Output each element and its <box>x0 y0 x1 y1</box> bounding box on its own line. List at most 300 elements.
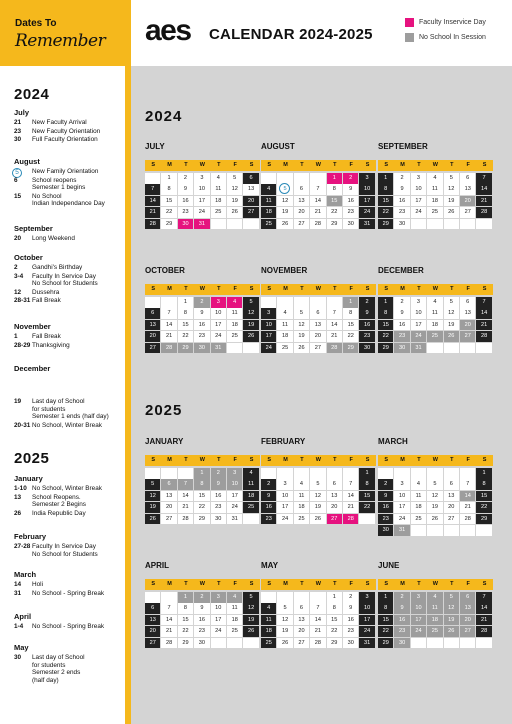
legend-swatch-gray <box>405 33 414 42</box>
day-cell: 13 <box>145 615 160 626</box>
day-cell: 17 <box>359 196 374 207</box>
day-cell: 14 <box>327 320 342 331</box>
empty-day-cell <box>427 219 442 230</box>
day-cell: 6 <box>310 308 325 319</box>
day-cell: 6 <box>444 479 459 490</box>
weekday-label: T <box>450 457 454 463</box>
day-cell: 1 <box>378 173 393 184</box>
day-cell: 23 <box>394 626 409 637</box>
day-cell: 20 <box>460 196 475 207</box>
day-cell: 27 <box>243 207 258 218</box>
event-text: No School Indian Independance Day <box>32 192 105 207</box>
event-text: New Faculty Arrival <box>32 119 87 126</box>
empty-day-cell <box>460 525 475 536</box>
day-cell: 2 <box>343 592 358 603</box>
day-cell: 29 <box>378 638 393 649</box>
day-cell: 9 <box>378 491 393 502</box>
event-date: 6 <box>14 176 18 184</box>
month-name: DECEMBER <box>378 266 424 275</box>
day-cell: 9 <box>359 308 374 319</box>
empty-day-cell <box>427 525 442 536</box>
day-cell: 24 <box>211 626 226 637</box>
day-cell: 13 <box>243 184 258 195</box>
day-cell: 27 <box>444 514 459 525</box>
weekday-label: F <box>349 162 353 168</box>
day-cell: 3 <box>411 592 426 603</box>
day-cell: 16 <box>343 615 358 626</box>
day-cell: 1 <box>359 468 374 479</box>
day-cell: 8 <box>476 479 491 490</box>
weekday-label: S <box>365 457 370 463</box>
day-cell: 19 <box>145 502 160 513</box>
empty-day-cell <box>310 592 325 603</box>
day-cell: 10 <box>359 184 374 195</box>
day-cell: 29 <box>178 638 193 649</box>
weekday-label: T <box>333 581 337 587</box>
event-text: School Reopens. Semester 2 Begins <box>32 493 86 508</box>
weekday-label: W <box>315 581 321 587</box>
day-cell: 12 <box>243 603 258 614</box>
weekday-label: S <box>249 457 254 463</box>
day-cell: 11 <box>277 320 292 331</box>
day-cell: 5 <box>243 592 258 603</box>
weekday-label: S <box>267 162 272 168</box>
weekday-label: W <box>432 162 438 168</box>
month-september <box>378 142 493 242</box>
day-cell: 25 <box>261 638 276 649</box>
weekday-label: S <box>365 162 370 168</box>
day-cell: 18 <box>243 491 258 502</box>
weekday-label: S <box>249 162 254 168</box>
day-cell: 21 <box>476 615 491 626</box>
day-cell: 21 <box>161 626 176 637</box>
day-cell: 31 <box>394 525 409 536</box>
day-cell: 31 <box>194 219 209 230</box>
day-cell: 16 <box>394 196 409 207</box>
day-cell: 5 <box>145 479 160 490</box>
day-cell: 10 <box>261 320 276 331</box>
day-cell: 18 <box>294 502 309 513</box>
day-cell: 28 <box>476 207 491 218</box>
weekday-label: T <box>184 581 188 587</box>
event-date: 26 <box>14 509 22 517</box>
event-text: Full Faculty Orientation <box>32 136 98 143</box>
day-cell: 13 <box>310 320 325 331</box>
empty-day-cell <box>277 173 292 184</box>
day-cell: 19 <box>444 615 459 626</box>
empty-day-cell <box>310 297 325 308</box>
day-cell: 15 <box>194 491 209 502</box>
month-name: OCTOBER <box>145 266 185 275</box>
day-cell: 25 <box>227 331 242 342</box>
empty-day-cell <box>161 592 176 603</box>
empty-day-cell <box>476 638 491 649</box>
day-cell: 26 <box>227 207 242 218</box>
day-cell: 20 <box>460 320 475 331</box>
weekday-label: F <box>466 286 470 292</box>
day-cell: 7 <box>476 297 491 308</box>
day-cell: 23 <box>194 331 209 342</box>
day-cell: 26 <box>444 331 459 342</box>
day-cell: 26 <box>310 514 325 525</box>
day-cell: 26 <box>427 514 442 525</box>
day-cell: 2 <box>394 173 409 184</box>
weekday-label: W <box>432 286 438 292</box>
day-cell: 19 <box>277 626 292 637</box>
month-name: JUNE <box>378 561 400 570</box>
day-cell: 5 <box>444 297 459 308</box>
day-cell: 24 <box>394 514 409 525</box>
day-cell: 14 <box>476 308 491 319</box>
day-cell: 9 <box>343 603 358 614</box>
day-cell: 15 <box>161 196 176 207</box>
day-cell: 25 <box>427 331 442 342</box>
day-cell: 11 <box>294 491 309 502</box>
main-year-2025: 2025 <box>145 402 183 419</box>
sidebar-month-february: February <box>14 532 47 541</box>
empty-day-cell <box>310 468 325 479</box>
day-cell: 22 <box>178 331 193 342</box>
day-cell: 19 <box>243 615 258 626</box>
day-cell: 9 <box>178 184 193 195</box>
day-cell: 30 <box>343 219 358 230</box>
event-date: 1 <box>14 333 18 340</box>
day-cell: 17 <box>411 196 426 207</box>
day-cell: 8 <box>327 184 342 195</box>
day-cell: 11 <box>427 603 442 614</box>
day-cell: 26 <box>243 331 258 342</box>
day-cell: 2 <box>394 297 409 308</box>
day-cell: 16 <box>394 615 409 626</box>
day-cell: 6 <box>460 592 475 603</box>
day-cell: 19 <box>444 196 459 207</box>
day-cell: 24 <box>411 626 426 637</box>
day-cell: 8 <box>194 479 209 490</box>
day-cell: 20 <box>444 502 459 513</box>
day-cell: 18 <box>427 615 442 626</box>
event-date: 23 <box>14 127 22 135</box>
day-cell: 9 <box>194 603 209 614</box>
event-text: Holi <box>32 581 44 588</box>
day-cell: 18 <box>427 320 442 331</box>
day-cell: 28 <box>343 514 358 525</box>
day-cell: 7 <box>161 308 176 319</box>
month-march <box>378 437 493 537</box>
day-cell: 24 <box>227 502 242 513</box>
day-cell: 8 <box>343 308 358 319</box>
month-name: JULY <box>145 142 165 151</box>
weekday-label: T <box>217 581 221 587</box>
day-cell: 12 <box>277 615 292 626</box>
day-cell: 24 <box>411 207 426 218</box>
sidebar-month-march: March <box>14 570 37 579</box>
day-cell: 22 <box>327 207 342 218</box>
weekday-label: F <box>466 457 470 463</box>
empty-day-cell <box>411 219 426 230</box>
day-cell: 12 <box>444 603 459 614</box>
day-cell: 17 <box>411 615 426 626</box>
empty-day-cell <box>327 468 342 479</box>
weekday-header <box>145 579 260 590</box>
day-cell: 20 <box>460 615 475 626</box>
legend-swatch-pink <box>405 18 414 27</box>
event-date: 13 <box>14 493 22 501</box>
day-cell: 30 <box>194 343 209 354</box>
month-november <box>261 266 376 366</box>
day-cell: 11 <box>411 491 426 502</box>
month-may <box>261 561 376 661</box>
day-cell: 7 <box>476 173 491 184</box>
event-text: Thanksgiving <box>32 341 70 349</box>
day-cell: 4 <box>211 173 226 184</box>
day-cell: 3 <box>359 173 374 184</box>
weekday-label: T <box>184 457 188 463</box>
day-cell: 27 <box>460 207 475 218</box>
empty-day-cell <box>476 343 491 354</box>
day-cell: 19 <box>427 502 442 513</box>
empty-day-cell <box>460 468 475 479</box>
weekday-label: W <box>199 162 205 168</box>
day-cell: 19 <box>227 196 242 207</box>
day-cell: 23 <box>178 207 193 218</box>
day-cell: 23 <box>343 207 358 218</box>
weekday-label: S <box>249 581 254 587</box>
day-cell: 6 <box>460 173 475 184</box>
day-cell: 8 <box>378 308 393 319</box>
day-cell: 20 <box>145 331 160 342</box>
event-date: 15 <box>14 192 22 200</box>
day-cell: 27 <box>294 638 309 649</box>
day-cell: 24 <box>359 207 374 218</box>
empty-day-cell <box>277 592 292 603</box>
day-cell: 27 <box>460 626 475 637</box>
day-cell: 18 <box>261 626 276 637</box>
day-cell: 24 <box>411 331 426 342</box>
day-cell: 8 <box>327 603 342 614</box>
day-cell: 1 <box>343 297 358 308</box>
day-cell: 29 <box>343 343 358 354</box>
day-cell: 10 <box>194 184 209 195</box>
weekday-label: F <box>233 162 237 168</box>
month-august <box>261 142 376 242</box>
month-name: JANUARY <box>145 437 184 446</box>
event-date: 1-10 <box>14 485 27 492</box>
day-cell: 30 <box>378 525 393 536</box>
day-cell: 16 <box>178 196 193 207</box>
day-cell: 17 <box>211 320 226 331</box>
day-cell: 22 <box>476 502 491 513</box>
day-cell: 13 <box>444 491 459 502</box>
day-cell: 30 <box>394 343 409 354</box>
day-cell: 8 <box>359 479 374 490</box>
dates-to-label: Dates To <box>15 18 57 29</box>
day-cell: 7 <box>460 479 475 490</box>
day-cell: 16 <box>194 615 209 626</box>
day-cell: 17 <box>359 615 374 626</box>
day-cell: 18 <box>227 320 242 331</box>
weekday-label: T <box>184 286 188 292</box>
empty-day-cell <box>243 219 258 230</box>
sidebar-header <box>0 0 125 66</box>
day-cell: 30 <box>394 219 409 230</box>
weekday-label: T <box>300 581 304 587</box>
day-cell: 10 <box>211 603 226 614</box>
day-cell: 4 <box>227 297 242 308</box>
day-cell: 1 <box>378 592 393 603</box>
day-cell: 15 <box>378 196 393 207</box>
day-cell: 23 <box>343 626 358 637</box>
weekday-label: W <box>199 286 205 292</box>
event-text: No School - Spring Break <box>32 623 105 630</box>
day-cell: 21 <box>310 626 325 637</box>
day-cell: 2 <box>359 297 374 308</box>
empty-day-cell <box>227 343 242 354</box>
event-date: 20-31 <box>14 422 31 429</box>
day-cell: 21 <box>161 331 176 342</box>
day-cell: 17 <box>261 331 276 342</box>
day-cell: 1 <box>327 592 342 603</box>
weekday-label: S <box>151 457 156 463</box>
weekday-label: S <box>267 457 272 463</box>
empty-day-cell <box>243 514 258 525</box>
empty-day-cell <box>327 297 342 308</box>
month-name: NOVEMBER <box>261 266 308 275</box>
day-cell: 5 <box>444 173 459 184</box>
day-cell: 25 <box>261 219 276 230</box>
weekday-label: S <box>151 581 156 587</box>
weekday-label: T <box>417 286 421 292</box>
day-cell: 13 <box>460 308 475 319</box>
weekday-label: F <box>349 581 353 587</box>
day-cell: 31 <box>359 638 374 649</box>
month-name: APRIL <box>145 561 169 570</box>
weekday-label: W <box>315 162 321 168</box>
day-cell: 18 <box>427 196 442 207</box>
day-cell: 8 <box>178 603 193 614</box>
day-cell: 13 <box>294 196 309 207</box>
day-cell: 29 <box>194 514 209 525</box>
day-cell: 24 <box>277 514 292 525</box>
day-cell: 2 <box>178 173 193 184</box>
day-cell: 6 <box>294 603 309 614</box>
day-cell: 6 <box>145 308 160 319</box>
month-january <box>145 437 260 537</box>
weekday-header <box>145 160 260 171</box>
day-cell: 19 <box>444 320 459 331</box>
day-cell: 9 <box>394 308 409 319</box>
month-name: MAY <box>261 561 279 570</box>
sidebar-month-may: May <box>14 643 29 652</box>
event-text: No School, Winter Break <box>32 485 102 492</box>
day-cell: 20 <box>294 626 309 637</box>
month-february <box>261 437 376 537</box>
day-cell: 12 <box>427 491 442 502</box>
day-cell: 3 <box>261 308 276 319</box>
day-cell: 10 <box>359 603 374 614</box>
day-cell: 7 <box>145 184 160 195</box>
day-cell: 12 <box>444 308 459 319</box>
day-cell: 16 <box>211 491 226 502</box>
empty-day-cell <box>411 638 426 649</box>
day-cell: 30 <box>394 638 409 649</box>
day-cell: 12 <box>294 320 309 331</box>
day-cell: 27 <box>327 514 342 525</box>
event-date: 20 <box>14 235 22 242</box>
event-text: No School - Spring Break <box>32 589 105 597</box>
day-cell: 4 <box>427 592 442 603</box>
day-cell: 28 <box>476 626 491 637</box>
day-cell: 22 <box>378 331 393 342</box>
day-cell: 21 <box>327 331 342 342</box>
day-cell: 1 <box>194 468 209 479</box>
weekday-header <box>145 455 260 466</box>
day-cell: 17 <box>277 502 292 513</box>
weekday-label: W <box>315 457 321 463</box>
day-cell: 12 <box>243 308 258 319</box>
weekday-label: S <box>151 162 156 168</box>
empty-day-cell <box>343 468 358 479</box>
day-cell: 18 <box>227 615 242 626</box>
day-cell: 29 <box>327 219 342 230</box>
day-cell: 31 <box>227 514 242 525</box>
day-cell: 4 <box>243 468 258 479</box>
weekday-label: M <box>283 162 288 168</box>
event-text: New Faculty Orientation <box>32 127 101 135</box>
weekday-label: S <box>249 286 254 292</box>
weekday-label: F <box>466 581 470 587</box>
empty-day-cell <box>277 297 292 308</box>
empty-day-cell <box>243 638 258 649</box>
weekday-label: M <box>167 162 172 168</box>
day-cell: 3 <box>211 297 226 308</box>
day-cell: 21 <box>178 502 193 513</box>
day-cell: 25 <box>411 514 426 525</box>
weekday-header <box>378 455 493 466</box>
weekday-label: F <box>349 457 353 463</box>
main-year-2024: 2024 <box>145 108 183 125</box>
day-cell: 30 <box>359 343 374 354</box>
day-cell: 10 <box>211 308 226 319</box>
day-cell: 26 <box>277 219 292 230</box>
day-cell: 13 <box>327 491 342 502</box>
day-cell: 9 <box>343 184 358 195</box>
aes-logo: aes <box>145 14 191 47</box>
day-cell: 28 <box>476 331 491 342</box>
month-october <box>145 266 260 366</box>
day-cell: 4 <box>427 173 442 184</box>
weekday-label: M <box>400 162 405 168</box>
day-cell: 13 <box>294 615 309 626</box>
day-cell: 14 <box>310 615 325 626</box>
empty-day-cell <box>444 525 459 536</box>
empty-day-cell <box>444 638 459 649</box>
sidebar-month-september: September <box>14 224 53 233</box>
month-april <box>145 561 260 661</box>
day-cell: 3 <box>277 479 292 490</box>
empty-day-cell <box>444 219 459 230</box>
day-cell: 20 <box>145 626 160 637</box>
day-cell: 15 <box>476 491 491 502</box>
empty-day-cell <box>411 525 426 536</box>
day-cell: 26 <box>444 207 459 218</box>
empty-day-cell <box>444 468 459 479</box>
weekday-label: S <box>384 457 389 463</box>
event-date: 21 <box>14 119 22 126</box>
day-cell: 5 <box>294 308 309 319</box>
day-cell: 11 <box>261 196 276 207</box>
empty-day-cell <box>294 297 309 308</box>
day-cell: 3 <box>211 592 226 603</box>
